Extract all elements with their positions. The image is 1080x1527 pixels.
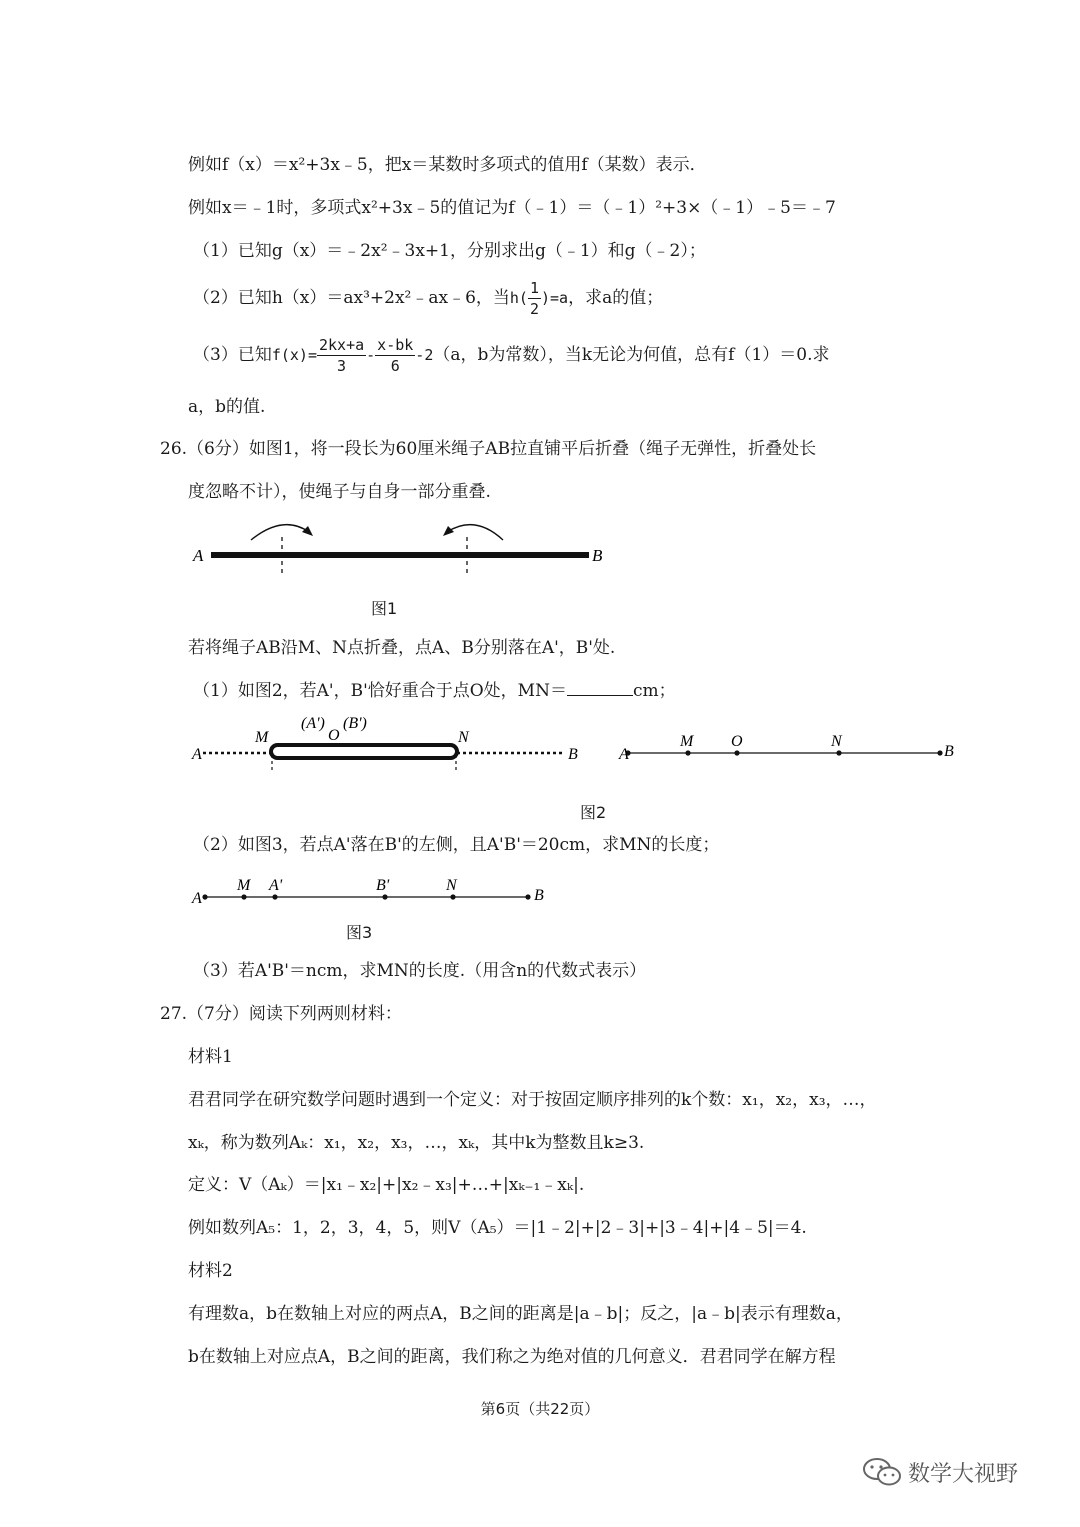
fig2-label-a-prime: (A'): [301, 715, 325, 732]
fig3-label-n: N: [446, 877, 457, 894]
q26-sub-1-suffix: cm；: [632, 681, 676, 701]
fraction-2: [375, 335, 415, 376]
fig3-point-b: [525, 894, 530, 899]
fig2-label-a: A: [192, 746, 202, 763]
intro-item-1: （1）已知g（x）＝﹣2x²﹣3x+1，分别求出g（﹣1）和g（﹣2）；: [193, 241, 706, 261]
figure-1: [185, 512, 615, 587]
fig1-arrow-right: [447, 525, 503, 540]
fraction-2-den: 6: [390, 357, 400, 375]
intro-item-3-line-2: a，b的值.: [188, 397, 266, 417]
intro-item-3-tail: -2: [415, 346, 434, 364]
intro-line-2: 例如x＝﹣1时，多项式x²+3x﹣5的值记为f（﹣1）＝（﹣1）²+3×（﹣1）﹣5＝﹣7: [188, 198, 836, 218]
fraction-1-den: 3: [337, 357, 347, 375]
q26-sub-1-prefix: （1）如图2，若A'，B'恰好重合于点O处，MN＝: [193, 681, 567, 701]
q27-mat2-title: 材料2: [188, 1261, 233, 1281]
fig3-point-m: [241, 894, 246, 899]
intro-line-1: 例如f（x）＝x²+3x﹣5，把x＝某数时多项式的值用f（某数）表示．: [188, 155, 707, 175]
q26-sub-2: （2）如图3，若点A'落在B'的左侧，且A'B'＝20cm，求MN的长度；: [193, 835, 720, 855]
fig2-label-m: M: [255, 729, 269, 746]
fig1-arrow-left: [251, 525, 309, 540]
intro-item-2-prefix: （2）已知h（x）＝ax³+2x²﹣ax﹣6，当: [193, 288, 510, 308]
fig2-label-b-prime: (B'): [343, 715, 367, 732]
fraction-half-den: 2: [529, 300, 539, 318]
intro-item-3-minus: -: [366, 346, 376, 364]
fraction-1-num: 2kx+a: [318, 336, 365, 354]
figure-2-folded: [185, 708, 595, 778]
q27-header: 27.（7分）阅读下列两则材料：: [160, 1004, 402, 1024]
fig3-point-a-prime: [272, 894, 277, 899]
fig2-folded-rope: [271, 745, 457, 758]
q27-mat2-line-2: b在数轴上对应点A，B之间的距离，我们称之为绝对值的几何意义．君君同学在解方程: [188, 1347, 836, 1367]
fig3-label-b: B: [534, 887, 544, 904]
q27-mat1-title: 材料1: [188, 1047, 233, 1067]
fig3-caption: 图3: [346, 923, 373, 942]
fig2-point-b: [937, 750, 942, 755]
intro-item-3-prefix: （3）已知: [193, 345, 272, 365]
fig2-label-n: N: [458, 729, 469, 746]
intro-item-3-f: f(x)=: [271, 346, 317, 364]
answer-blank[interactable]: [567, 679, 633, 696]
fig3-label-b-prime: B': [376, 877, 390, 894]
fig2-line-label-a: A: [619, 746, 629, 763]
fig3-point-b-prime: [382, 894, 387, 899]
q26-sub-1: [193, 679, 676, 703]
q26-header: 26.（6分）如图1，将一段长为60厘米绳子AB拉直铺平后折叠（绳子无弹性，折叠处长: [160, 439, 817, 459]
watermark: [862, 1456, 1018, 1488]
q26-header-2: 度忽略不计），使绳子与自身一部分重叠.: [188, 482, 491, 502]
fig2-point-m: [685, 750, 690, 755]
fig3-label-a-prime: A': [269, 877, 283, 894]
fig3-label-m: M: [237, 877, 251, 894]
intro-item-2-suffix: ，求a的值；: [568, 288, 664, 308]
fraction-half: [528, 278, 541, 319]
fig2-line-label-b: B: [944, 743, 954, 760]
fig1-arrowhead-left: [302, 526, 313, 536]
fig2-label-b: B: [568, 746, 578, 763]
q26-fold-text: 若将绳子AB沿M、N点折叠，点A、B分别落在A'，B'处.: [188, 638, 616, 658]
fraction-2-num: x-bk: [377, 336, 414, 354]
wechat-icon: [862, 1456, 902, 1488]
fraction-half-num: 1: [529, 279, 539, 297]
intro-item-2-h: h: [509, 289, 519, 307]
fig3-point-a: [202, 894, 207, 899]
q27-mat1-line-1: 君君同学在研究数学问题时遇到一个定义：对于按固定顺序排列的k个数：x₁，x₂，x₃，…，: [188, 1090, 877, 1110]
fig2-point-n: [836, 750, 841, 755]
fig1-label-a: A: [193, 546, 204, 565]
fig3-label-a: A: [192, 890, 202, 907]
fig2-line-label-o: O: [731, 733, 743, 750]
fraction-1: [317, 335, 366, 376]
fig1-label-b: B: [592, 546, 603, 565]
q27-mat1-line-2: xₖ，称为数列Aₖ：x₁，x₂，x₃，…，xₖ，其中k为整数且k≥3.: [188, 1133, 645, 1153]
figure-3: [188, 872, 558, 912]
page-footer: 第6页（共22页）: [480, 1400, 600, 1418]
intro-item-3: [193, 333, 830, 377]
fig1-caption: 图1: [371, 599, 398, 618]
fig2-line-label-m: M: [680, 733, 694, 750]
fig2-caption: 图2: [580, 803, 607, 822]
q26-sub-3: （3）若A'B'＝ncm，求MN的长度.（用含n的代数式表示）: [193, 961, 647, 981]
figure-2-line: [615, 728, 965, 768]
intro-item-3-suffix: （a，b为常数），当k无论为何值，总有f（1）＝0.求: [433, 345, 830, 365]
intro-item-2: （2）已知h（x）＝ax³+2x²﹣ax﹣6，当h( $\frac{1}{2}$ )=a，求a的值；: [193, 279, 664, 318]
q27-mat1-line-4: 例如数列A₅：1，2，3，4，5，则V（A₅）＝|1﹣2|+|2﹣3|+|3﹣4|+|4﹣5|＝4.: [188, 1218, 807, 1238]
fig3-point-n: [450, 894, 455, 899]
fig2-point-o: [734, 750, 739, 755]
q27-mat1-line-3: 定义：V（Aₖ）＝|x₁﹣x₂|+|x₂﹣x₃|+…+|xₖ₋₁﹣xₖ|.: [188, 1175, 585, 1195]
fig1-arrowhead-right: [443, 526, 454, 536]
fig2-label-o: O: [328, 727, 340, 744]
intro-item-2-eq: =a: [550, 289, 569, 307]
fig2-line-label-n: N: [831, 733, 842, 750]
q27-mat2-line-1: 有理数a，b在数轴上对应的两点A，B之间的距离是|a﹣b|；反之，|a﹣b|表示有理数a，: [188, 1304, 853, 1324]
watermark-text: 数学大视野: [908, 1461, 1019, 1487]
